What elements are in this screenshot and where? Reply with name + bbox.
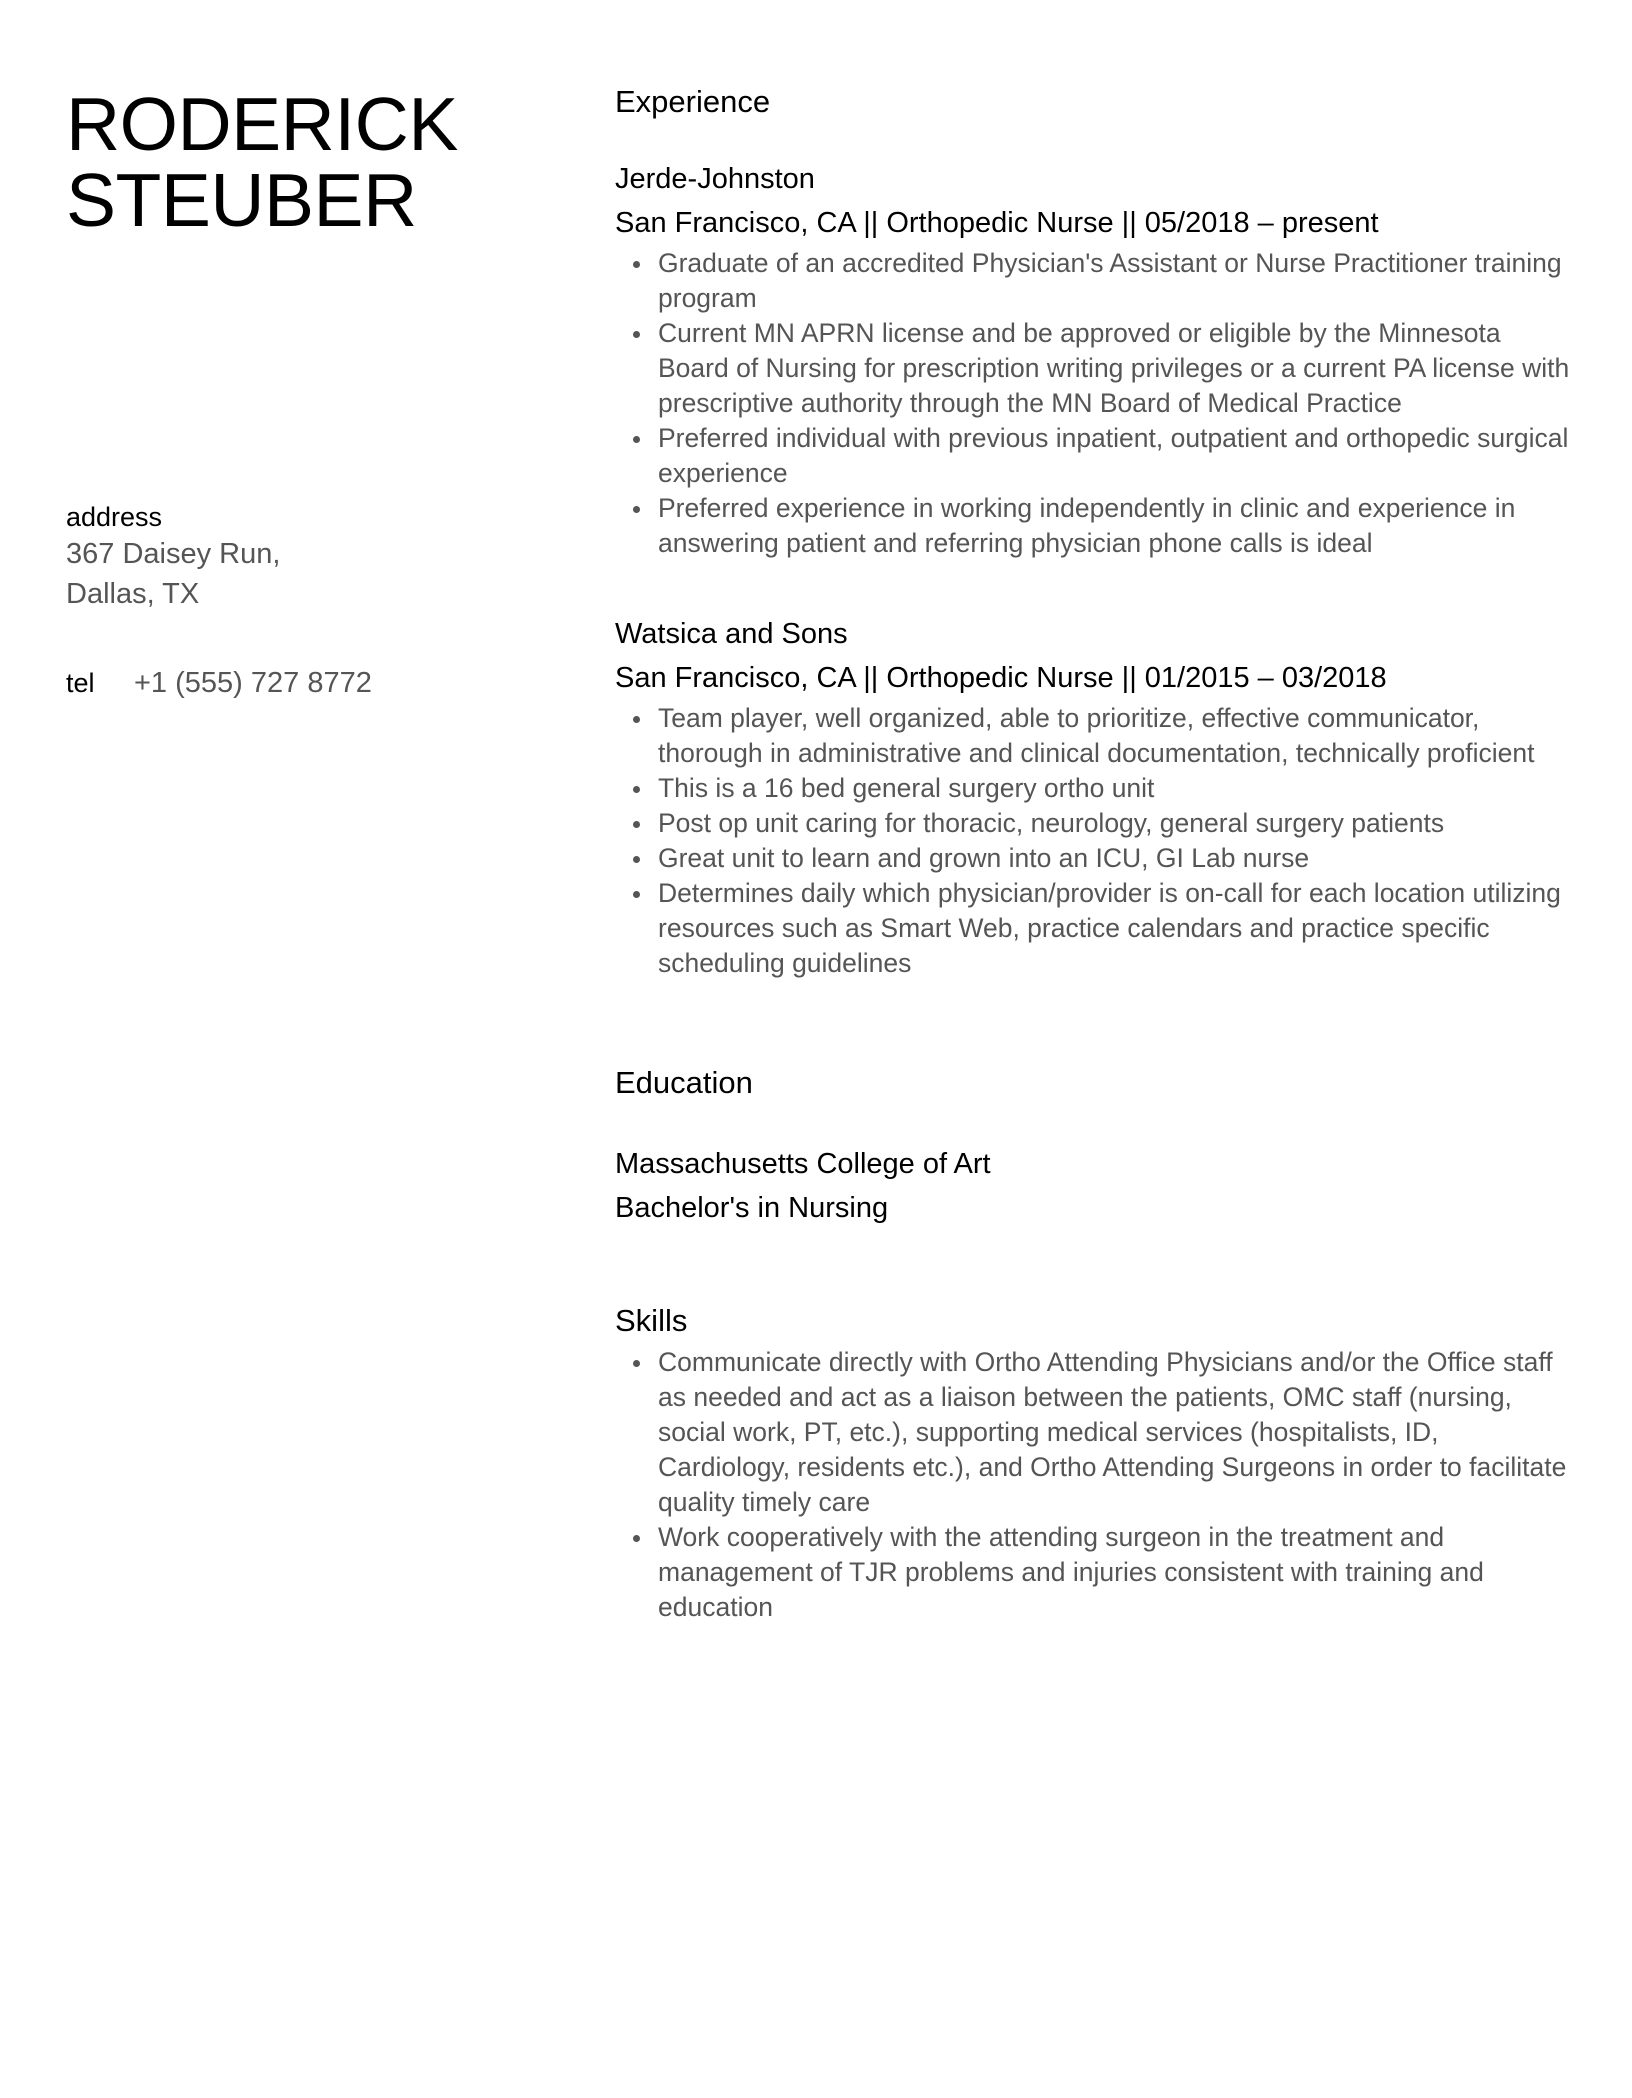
job-entry <box>615 160 1575 561</box>
job-bullet: Team player, well organized, able to prioritize, effective communicator, thorough in administrative and clinical documentation, technically proficient <box>615 701 1575 771</box>
address-label: address <box>66 502 163 532</box>
job-bullet: Preferred experience in working independently in clinic and experience in answering patient and referring physician phone calls is ideal <box>615 491 1575 561</box>
job-bullets <box>615 701 1575 981</box>
job-bullet: Preferred individual with previous inpatient, outpatient and orthopedic surgical experience <box>615 421 1575 491</box>
skills-bullets <box>615 1345 1575 1625</box>
name-block <box>66 82 566 242</box>
job-org: Watsica and Sons <box>615 618 848 650</box>
job-bullet: Graduate of an accredited Physician's Assistant or Nurse Practitioner training program <box>615 246 1575 316</box>
skill-bullet: Work cooperatively with the attending surgeon in the treatment and management of TJR problems and injuries consistent with training and education <box>615 1520 1575 1625</box>
experience-title: Experience <box>615 84 771 119</box>
education-entry <box>615 1145 1575 1227</box>
job-meta: San Francisco, CA || Orthopedic Nurse || 05/2018 – present <box>615 207 1379 239</box>
job-bullet: This is a 16 bed general surgery ortho unit <box>615 771 1575 806</box>
job-bullet: Great unit to learn and grown into an ICU, GI Lab nurse <box>615 841 1575 876</box>
experience-section <box>615 82 1575 981</box>
education-title: Education <box>615 1065 753 1100</box>
degree: Bachelor's in Nursing <box>615 1192 889 1224</box>
address-line-1: 367 Daisey Run, <box>66 538 281 570</box>
job-bullets <box>615 246 1575 561</box>
skills-section <box>615 1301 1575 1625</box>
tel-row <box>66 666 372 700</box>
job-meta: San Francisco, CA || Orthopedic Nurse || 01/2015 – 03/2018 <box>615 662 1387 694</box>
job-bullet: Post op unit caring for thoracic, neurology, general surgery patients <box>615 806 1575 841</box>
name-line-2: STEUBER <box>66 158 417 242</box>
school-name: Massachusetts College of Art <box>615 1148 991 1180</box>
tel-label: tel <box>66 668 95 698</box>
tel-value: +1 (555) 727 8772 <box>134 667 372 699</box>
main-column <box>615 82 1575 1625</box>
address-line-2: Dallas, TX <box>66 578 200 610</box>
address-block <box>66 500 566 614</box>
education-section <box>615 1063 1575 1227</box>
job-entry <box>615 615 1575 981</box>
name-line-1: RODERICK <box>66 82 458 166</box>
candidate-name <box>66 82 566 242</box>
job-org: Jerde-Johnston <box>615 163 815 195</box>
job-bullet: Current MN APRN license and be approved or eligible by the Minnesota Board of Nursing for prescription writing privileges or a current PA license with prescriptive authority through the MN Board of Medical Practice <box>615 316 1575 421</box>
job-bullet: Determines daily which physician/provider is on-call for each location utilizing resources such as Smart Web, practice calendars and practice specific scheduling guidelines <box>615 876 1575 981</box>
skills-title: Skills <box>615 1303 688 1338</box>
skill-bullet: Communicate directly with Ortho Attending Physicians and/or the Office staff as needed and act as a liaison between the patients, OMC staff (nursing, social work, PT, etc.), supporting medical services (hospitalists, ID, Cardiology, residents etc.), and Ortho Attending Surgeons in order to facilitate quality timely care <box>615 1345 1575 1520</box>
